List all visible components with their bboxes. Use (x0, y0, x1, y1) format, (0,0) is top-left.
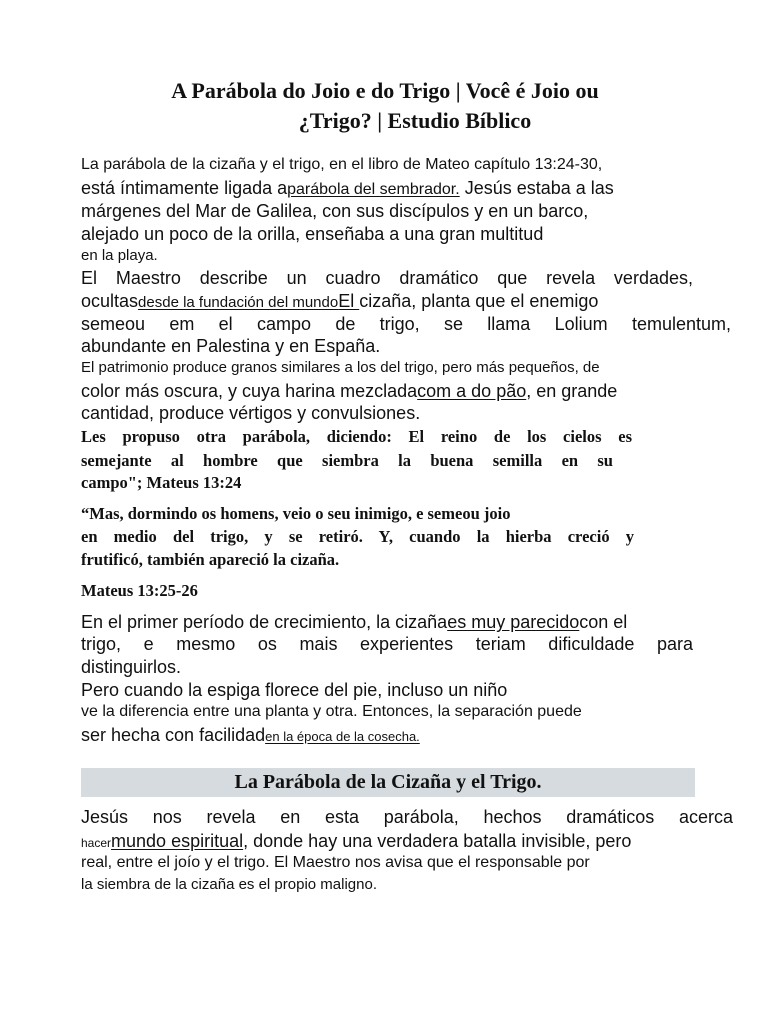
link-el[interactable]: El (338, 291, 360, 311)
link-fundacion-mundo[interactable]: desde la fundación del mundo (138, 294, 339, 311)
title-line-1: A Parábola do Joio e do Trigo | Você é Joio ou (171, 78, 599, 103)
p2-line-2-text-a: ocultas (81, 291, 139, 311)
p5-line-4: la siembra de la cizaña es el propio maligno. (81, 876, 377, 893)
p4-line-3: distinguirlos. (81, 657, 182, 677)
link-com-a-do-pao[interactable]: com a do pão (417, 381, 527, 401)
title-line-2: ¿Trigo? | Estudio Bíblico (298, 108, 532, 133)
p3-line-1: El patrimonio produce granos similares a los del trigo, pero más pequeños, de (81, 359, 600, 376)
p5-line-2-small: hacer (81, 836, 112, 850)
p1-line-1: La parábola de la cizaña y el trigo, en el libro de Mateo capítulo 13:24-30, (81, 156, 603, 173)
p5-line-1: Jesús nos revela en esta parábola, hechos dramáticos acerca (81, 807, 733, 827)
p1-line-2-text-a: está íntimamente ligada a (81, 178, 288, 198)
p3-line-3: cantidad, produce vértigos y convulsiones. (81, 403, 421, 423)
quote2-line-2: en medio del trigo, y se retiró. Y, cuando la hierba creció y (81, 527, 634, 546)
p2-line-2-text-b: cizaña, planta que el enemigo (359, 291, 599, 311)
quote2-line-1: “Mas, dormindo os homens, veio o seu inimigo, e semeou joio (81, 504, 511, 523)
p4-line-6-text-a: ser hecha con facilidad (81, 725, 266, 745)
p3-line-2-text-b: , en grande (526, 381, 618, 401)
link-es-muy-parecido[interactable]: es muy parecido (447, 612, 580, 632)
p2-line-4: abundante en Palestina y en España. (81, 336, 381, 356)
p2-line-3: semeou em el campo de trigo, se llama Lolium temulentum, (81, 314, 731, 334)
p1-line-5: en la playa. (81, 247, 158, 264)
p5-line-2 (81, 830, 631, 854)
p4-line-4: Pero cuando la espiga florece del pie, incluso un niño (81, 680, 508, 700)
p4-line-1 (81, 611, 627, 633)
p3-line-2 (81, 380, 617, 402)
p5-line-3: real, entre el joío y el trigo. El Maestro nos avisa que el responsable por (81, 854, 590, 871)
quote2-reference: Mateus 13:25-26 (81, 581, 198, 600)
quote2-line-3: frutificó, también apareció la cizaña. (81, 550, 340, 569)
quote1-line-2: semejante al hombre que siembra la buena semilla en su (81, 451, 613, 470)
p4-line-6 (81, 724, 420, 748)
link-epoca-cosecha[interactable]: en la época de la cosecha. (265, 729, 420, 744)
p1-line-2-text-b: Jesús estaba a las (459, 178, 614, 198)
p4-line-1-text-b: con el (579, 612, 628, 632)
p1-line-4: alejado un poco de la orilla, enseñaba a una gran multitud (81, 224, 544, 244)
link-mundo-espiritual[interactable]: mundo espiritual (111, 831, 244, 851)
quote1-line-3: campo"; Mateus 13:24 (81, 473, 242, 492)
p4-line-2: trigo, e mesmo os mais experientes teriam dificuldade para (81, 634, 693, 654)
p4-line-5: ve la diferencia entre una planta y otra. Entonces, la separación puede (81, 703, 582, 720)
quote1-line-1: Les propuso otra parábola, diciendo: El reino de los cielos es (81, 427, 632, 446)
section-heading: La Parábola de la Cizaña y el Trigo. (234, 771, 542, 793)
p2-line-2 (81, 290, 598, 314)
p2-line-1: El Maestro describe un cuadro dramático que revela verdades, (81, 268, 693, 288)
p4-line-1-text-a: En el primer período de crecimiento, la cizaña (81, 612, 448, 632)
p1-line-3: márgenes del Mar de Galilea, con sus discípulos y en un barco, (81, 201, 589, 221)
p1-line-2 (81, 177, 614, 201)
p5-line-2-text-b: , donde hay una verdadera batalla invisible, pero (243, 831, 632, 851)
link-parabola-sembrador[interactable]: parábola del sembrador. (287, 181, 460, 198)
p3-line-2-text-a: color más oscura, y cuya harina mezclada (81, 381, 418, 401)
